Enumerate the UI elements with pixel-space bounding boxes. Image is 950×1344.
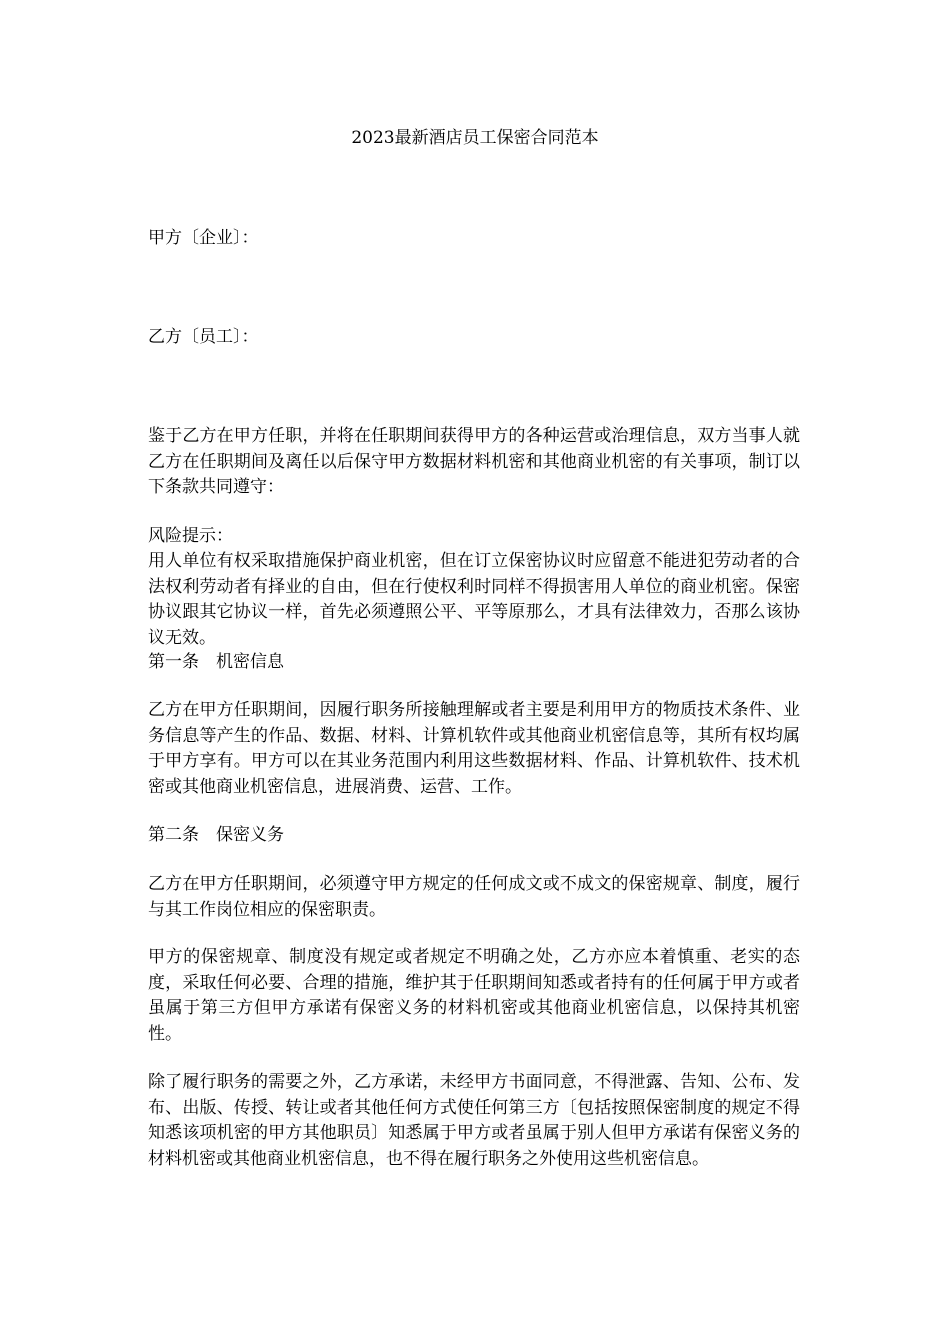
risk-paragraph: 用人单位有权采取措施保护商业机密，但在订立保密协议时应留意不能进犯劳动者的合法权利劳动者有择业的自由，但在行使权利时同样不得损害用人单位的商业机密。保密协议跟其它协议一样，首先必须遵照公平、平等原那么，才具有法律效力，否那么该协议无效。: [148, 551, 800, 648]
party-a-label: 甲方〔企业〕：: [148, 228, 259, 248]
preamble-paragraph: 鉴于乙方在甲方任职，并将在任职期间获得甲方的各种运营或治理信息，双方当事人就乙方在任职期间及离任以后保守甲方数据材料机密和其他商业机密的有关事项，制订以下条款共同遵守：: [148, 426, 800, 497]
risk-heading: 风险提示：: [148, 526, 233, 546]
article-2-heading: 第二条 保密义务: [148, 825, 284, 845]
document-title: 2023最新酒店员工保密合同范本: [351, 128, 599, 148]
article-2-paragraph-3: 除了履行职务的需要之外，乙方承诺，未经甲方书面同意，不得泄露、告知、公布、发布、出版、传授、转让或者其他任何方式使任何第三方〔包括按照保密制度的规定不得知悉该项机密的甲方其他职员〕知悉属于甲方或者虽属于别人但甲方承诺有保密义务的材料机密或其他商业机密信息，也不得在履行职务之外使用这些机密信息。: [148, 1072, 800, 1169]
article-2-paragraph-1: 乙方在甲方任职期间，必须遵守甲方规定的任何成文或不成文的保密规章、制度，履行与其工作岗位相应的保密职责。: [148, 874, 800, 920]
article-2-paragraph-2: 甲方的保密规章、制度没有规定或者规定不明确之处，乙方亦应本着慎重、老实的态度，采取任何必要、合理的措施，维护其于任职期间知悉或者持有的任何属于甲方或者虽属于第三方但甲方承诺有保密义务的材料机密或其他商业机密信息，以保持其机密性。: [148, 947, 800, 1044]
article-1-paragraph: 乙方在甲方任职期间，因履行职务所接触理解或者主要是利用甲方的物质技术条件、业务信息等产生的作品、数据、材料、计算机软件或其他商业机密信息等，其所有权均属于甲方享有。甲方可以在其业务范围内利用这些数据材料、作品、计算机软件、技术机密或其他商业机密信息，进展消费、运营、工作。: [148, 700, 800, 797]
party-b-label: 乙方〔员工〕：: [148, 327, 259, 347]
article-1-heading: 第一条 机密信息: [148, 652, 284, 672]
